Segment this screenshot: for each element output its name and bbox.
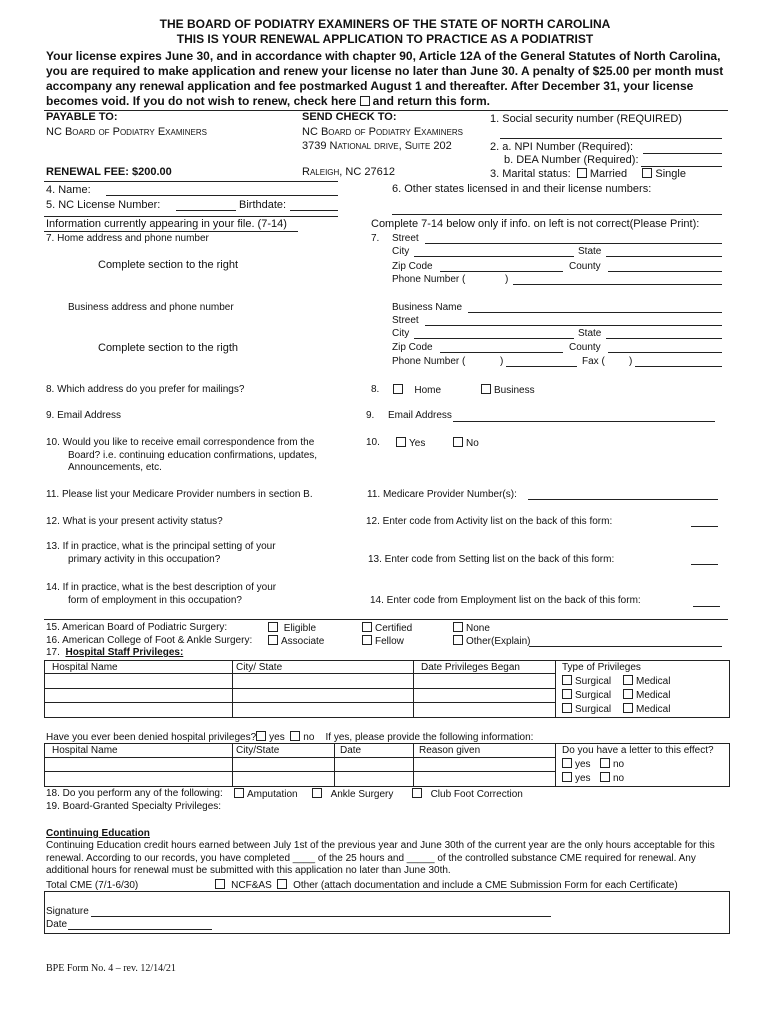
eligible-label: Eligible [283, 623, 317, 634]
other-explain-option[interactable] [453, 635, 530, 648]
fellow-label: Fellow [375, 636, 404, 647]
name-field[interactable] [106, 195, 338, 196]
signature-label: Signature [46, 906, 89, 917]
q13-line2: primary activity in this occupation? [68, 554, 221, 565]
none-label: None [466, 623, 490, 634]
r8-number: 8. [371, 384, 380, 395]
complete-right-note-2: Complete section to the rigth [98, 342, 239, 354]
r14-employment-label: 14. Enter code from Employment list on the back of this form: [370, 595, 641, 606]
medical-checkbox[interactable] [623, 703, 633, 713]
home-option-label: Home [414, 385, 442, 396]
home-phone-field[interactable] [513, 284, 722, 285]
priv-row2-medical[interactable] [623, 689, 670, 702]
q9-email: 9. Email Address [46, 410, 122, 421]
denied-yes-checkbox[interactable] [256, 731, 266, 741]
email-label: Email Address [388, 410, 452, 421]
business-phone-paren: ) [500, 356, 504, 367]
business-zip-label: Zip Code [392, 342, 433, 353]
denied-col-letter: Do you have a letter to this effect? [562, 745, 714, 756]
name-label: 4. Name: [46, 184, 91, 196]
business-name-field[interactable] [468, 312, 722, 313]
fellow-option[interactable] [362, 635, 404, 648]
form-subtitle: THIS IS YOUR RENEWAL APPLICATION TO PRACTICE AS A PODIATRIST [176, 32, 594, 46]
email-yes-checkbox[interactable] [396, 437, 406, 447]
denied-question-text: Have you ever been denied hospital privileges? [46, 732, 257, 743]
denied-no-checkbox[interactable] [290, 731, 300, 741]
send-check-name: NC Board of Podiatry Examiners [302, 126, 463, 138]
letter-yes-checkbox[interactable] [562, 758, 572, 768]
form-number: BPE Form No. 4 – rev. 12/14/21 [46, 963, 176, 974]
business-city-label: City [392, 328, 410, 339]
send-check-address: 3739 National drive, Suite 202 [302, 140, 452, 152]
business-phone-field[interactable] [506, 366, 577, 367]
business-zip-field[interactable] [440, 352, 563, 353]
business-fax-paren: ) [629, 356, 633, 367]
ce-other-checkbox[interactable] [277, 879, 287, 889]
home-state-label: State [578, 246, 602, 257]
right-section-header: Complete 7-14 below only if info. on left is not correct(Please Print): [371, 218, 700, 230]
associate-option[interactable] [268, 635, 324, 648]
license-notice [46, 49, 726, 109]
q15-label: 15. American Board of Podiatric Surgery: [46, 622, 228, 633]
q12-activity: 12. What is your present activity status? [46, 516, 223, 527]
letter-no-label: no [613, 759, 625, 770]
business-street-label: Street [392, 315, 419, 326]
q10-line3: Announcements, etc. [68, 462, 162, 473]
marital-status-text: 3. Marital status: [490, 168, 571, 180]
ce-paragraph: Continuing Education credit hours earned between July 1st of the previous year and June 30th of the current year are the only hours acceptable for this renewal. According to our records, you have completed ____ of the 25 hours and _____ of the controlled substance CME required for renewal. Any additional hours for renewal must be submitted with this application no later than June 30th. [46, 840, 715, 876]
q14-line1: 14. If in practice, what is the best description of your [46, 582, 277, 593]
other-states-field[interactable] [392, 214, 722, 215]
signature-field[interactable] [91, 916, 551, 917]
signature-box [44, 891, 730, 934]
eligible-option[interactable] [268, 622, 316, 635]
email-yes-option[interactable] [396, 437, 425, 450]
letter-no-checkbox[interactable] [600, 758, 610, 768]
letter-row1-yes[interactable] [562, 758, 591, 771]
r12-activity-label: 12. Enter code from Activity list on the back of this form: [366, 516, 613, 527]
priv-row3-medical[interactable] [623, 703, 670, 716]
priv-col-date: Date Privileges Began [421, 662, 520, 673]
denied-yes-label: yes [269, 732, 285, 743]
fellow-checkbox[interactable] [362, 635, 372, 645]
home-street-field[interactable] [425, 243, 722, 244]
denied-question [46, 731, 533, 744]
employment-code-field[interactable] [693, 606, 720, 607]
activity-code-field[interactable] [691, 526, 718, 527]
q13-line1: 13. If in practice, what is the principal setting of your [46, 541, 276, 552]
letter-yes-checkbox[interactable] [562, 772, 572, 782]
letter-row1-no[interactable] [600, 758, 624, 771]
married-checkbox[interactable] [577, 168, 587, 178]
email-field[interactable] [453, 421, 715, 422]
surgical-checkbox[interactable] [562, 703, 572, 713]
home-city-label: City [392, 246, 410, 257]
ce-total-row [46, 879, 678, 892]
single-label: Single [655, 168, 686, 180]
date-label: Date [46, 919, 68, 930]
nc-license-label: 5. NC License Number: [46, 199, 161, 211]
letter-row2-no[interactable] [600, 772, 624, 785]
home-phone-paren: ) [505, 274, 509, 285]
married-label: Married [589, 168, 628, 180]
do-not-renew-checkbox[interactable] [360, 96, 370, 106]
payable-to-name: NC Board of Podiatry Examiners [46, 126, 207, 138]
certified-label: Certified [375, 623, 413, 634]
clubfoot-checkbox[interactable] [412, 788, 422, 798]
dea-label: b. DEA Number (Required): [504, 154, 639, 166]
medicare-field[interactable] [528, 499, 718, 500]
none-option[interactable] [453, 622, 490, 635]
business-fax-label: Fax ( [582, 356, 605, 367]
r7-number: 7. [371, 233, 380, 244]
r9-number: 9. [366, 410, 375, 421]
home-mailing-option[interactable] [393, 384, 441, 397]
priv-col-type: Type of Privileges [562, 662, 641, 673]
other-explain-label: Other(Explain) [466, 636, 531, 647]
letter-yes-label: yes [575, 773, 591, 784]
surgical-checkbox[interactable] [562, 675, 572, 685]
priv-row2-surgical[interactable] [562, 689, 611, 702]
home-state-field[interactable] [606, 256, 722, 257]
certified-checkbox[interactable] [362, 622, 372, 632]
associate-label: Associate [281, 636, 325, 647]
renewal-fee: RENEWAL FEE: $200.00 [46, 166, 172, 178]
ssn-field[interactable] [500, 138, 722, 139]
home-zip-field[interactable] [440, 271, 563, 272]
surgical-checkbox[interactable] [562, 689, 572, 699]
q8-mailing: 8. Which address do you prefer for mailings? [46, 384, 245, 395]
setting-code-field[interactable] [691, 564, 718, 565]
priv-row1-medical[interactable] [623, 675, 670, 688]
r13-setting-label: 13. Enter code from Setting list on the back of this form: [368, 554, 615, 565]
other-states-label: 6. Other states licensed in and their license numbers: [392, 183, 652, 195]
q17-number: 17. [46, 647, 60, 658]
form-title: THE BOARD OF PODIATRY EXAMINERS OF THE STATE OF NORTH CAROLINA [159, 17, 611, 31]
medical-checkbox[interactable] [623, 675, 633, 685]
other-explain-checkbox[interactable] [453, 635, 463, 645]
none-checkbox[interactable] [453, 622, 463, 632]
ankle-checkbox[interactable] [312, 788, 322, 798]
denied-col-date: Date [340, 745, 362, 756]
priv-col-city: City/ State [236, 662, 283, 673]
q17-label [46, 647, 183, 659]
send-check-label: SEND CHECK TO: [302, 111, 397, 123]
license-notice-text: Your license expires June 30, and in accordance with chapter 90, Article 12A of the General Statutes of North Carolina, you are required to make application and renew your license no later than June 30. A penalty of $25.00 per month must accompany any renewal application and fee postmarked August 1 and thereafter. After December 31, your license becomes void. If you do not wish to renew, check here [46, 49, 724, 108]
denied-col-city: City/State [236, 745, 280, 756]
q16-label: 16. American College of Foot & Ankle Surgery: [46, 635, 253, 646]
email-no-label: No [466, 438, 479, 449]
home-county-field[interactable] [608, 271, 722, 272]
medical-label: Medical [636, 704, 671, 715]
business-city-field[interactable] [414, 338, 574, 339]
marital-label [490, 168, 686, 181]
priv-row1-surgical[interactable] [562, 675, 611, 688]
npi-label: 2. a. NPI Number (Required): [490, 141, 634, 153]
ce-total-label: Total CME (7/1-6/30) [46, 880, 139, 891]
letter-no-checkbox[interactable] [600, 772, 610, 782]
ssn-label: 1. Social security number (REQUIRED) [490, 113, 682, 125]
business-phone-label: Phone Number ( [392, 356, 466, 367]
priv-row3-surgical[interactable] [562, 703, 611, 716]
business-mailing-checkbox[interactable] [481, 384, 491, 394]
ankle-label: Ankle Surgery [330, 789, 394, 800]
q10-line2: Board? i.e. continuing education confirmations, updates, [68, 450, 318, 461]
priv-col-hospital: Hospital Name [52, 662, 118, 673]
business-address-label: Business address and phone number [68, 302, 234, 313]
clubfoot-option[interactable] [412, 788, 523, 801]
email-yes-label: Yes [409, 438, 426, 449]
denied-col-reason: Reason given [419, 745, 481, 756]
certified-option[interactable] [362, 622, 412, 635]
dea-field[interactable] [641, 166, 722, 167]
denied-if-yes: If yes, please provide the following information: [325, 732, 534, 743]
home-zip-label: Zip Code [392, 261, 433, 272]
birthdate-field[interactable] [290, 210, 338, 211]
business-state-label: State [578, 328, 602, 339]
home-street-label: Street [392, 233, 419, 244]
surgical-label: Surgical [575, 690, 612, 701]
q10-line1: 10. Would you like to receive email correspondence from the [46, 437, 315, 448]
amputation-checkbox[interactable] [234, 788, 244, 798]
letter-row2-yes[interactable] [562, 772, 591, 785]
business-county-field[interactable] [608, 352, 722, 353]
business-option-label: Business [494, 385, 535, 396]
q18-label: 18. Do you perform any of the following: [46, 788, 223, 799]
business-county-label: County [569, 342, 601, 353]
eligible-checkbox[interactable] [268, 622, 278, 632]
q19-label: 19. Board-Granted Specialty Privileges: [46, 801, 222, 812]
medical-checkbox[interactable] [623, 689, 633, 699]
associate-checkbox[interactable] [268, 635, 278, 645]
ankle-option[interactable] [312, 788, 393, 801]
amputation-label: Amputation [247, 789, 298, 800]
surgical-label: Surgical [575, 676, 612, 687]
medical-label: Medical [636, 690, 671, 701]
ce-title: Continuing Education [46, 828, 150, 839]
single-checkbox[interactable] [642, 168, 652, 178]
q7-home-address: 7. Home address and phone number [46, 233, 209, 244]
q17-title: Hospital Staff Privileges: [65, 647, 184, 658]
home-phone-label: Phone Number ( [392, 274, 466, 285]
denied-col-hospital: Hospital Name [52, 745, 118, 756]
ce-other-label: Other (attach documentation and include a CME Submission Form for each Certificate) [293, 880, 678, 891]
q14-line2: form of employment in this occupation? [68, 595, 242, 606]
home-city-field[interactable] [414, 256, 574, 257]
business-name-label: Business Name [392, 302, 463, 313]
business-street-field[interactable] [425, 325, 722, 326]
r10-number: 10. [366, 437, 380, 448]
surgical-label: Surgical [575, 704, 612, 715]
left-section-header: Information currently appearing in your file. (7-14) [46, 218, 287, 230]
nc-license-field[interactable] [176, 210, 236, 211]
business-fax-field[interactable] [635, 366, 722, 367]
other-explain-field[interactable] [529, 646, 722, 647]
business-mailing-option[interactable] [481, 384, 535, 397]
birthdate-label: Birthdate: [239, 199, 287, 211]
clubfoot-label: Club Foot Correction [430, 789, 523, 800]
email-no-option[interactable] [453, 437, 479, 450]
q11-medicare: 11. Please list your Medicare Provider numbers in section B. [46, 489, 313, 500]
home-county-label: County [569, 261, 601, 272]
complete-right-note-1: Complete section to the right [98, 259, 239, 271]
denied-no-label: no [303, 732, 315, 743]
payable-to-label: PAYABLE TO: [46, 111, 118, 123]
npi-field[interactable] [643, 153, 722, 154]
amputation-option[interactable] [234, 788, 298, 801]
business-state-field[interactable] [606, 338, 722, 339]
ncf-label: NCF&AS [231, 880, 272, 891]
date-field[interactable] [68, 929, 212, 930]
home-mailing-checkbox[interactable] [393, 384, 403, 394]
r11-medicare-label: 11. Medicare Provider Number(s): [367, 489, 517, 500]
email-no-checkbox[interactable] [453, 437, 463, 447]
letter-no-label: no [613, 773, 625, 784]
send-check-city: Raleigh, NC 27612 [302, 166, 395, 178]
license-notice-text-end: and return this form. [372, 94, 490, 108]
ncf-checkbox[interactable] [215, 879, 225, 889]
letter-yes-label: yes [575, 759, 591, 770]
medical-label: Medical [636, 676, 671, 687]
